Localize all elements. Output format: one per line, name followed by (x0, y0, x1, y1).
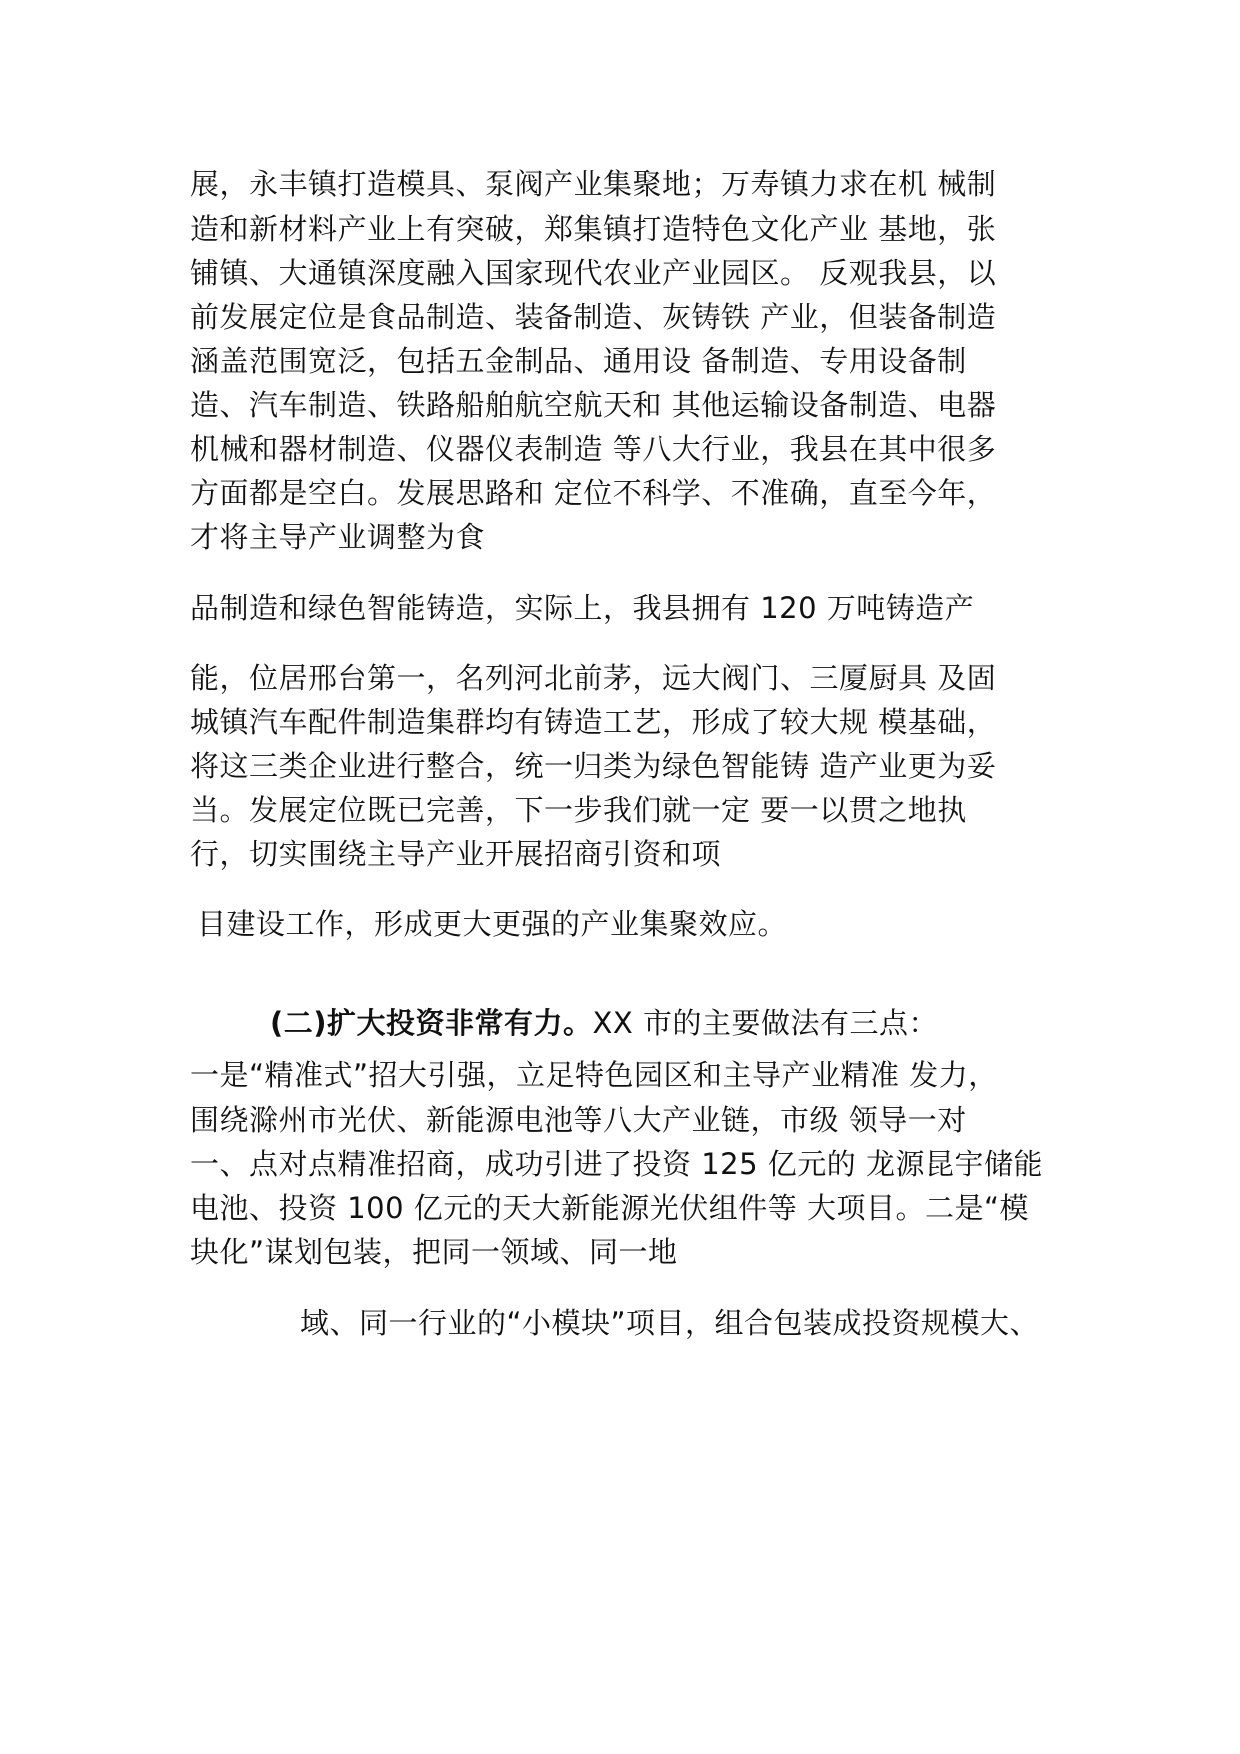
text-line: 行，切实围绕主导产业开展招商引资和项 (190, 837, 722, 871)
text-line: 块化”谋划包装，把同一领域、同一地 (190, 1235, 678, 1269)
text-line: 将这三类企业进行整合，统一归类为绿色智能铸 造产业更为妥 (190, 749, 997, 783)
text-line: 机械和器材制造、仪器仪表制造 等八大行业，我县在其中很多 (190, 432, 997, 466)
text-line: 电池、投资 100 亿元的天大新能源光伏组件等 大项目。二是“模 (190, 1191, 1030, 1225)
text-line: 才将主导产业调整为食 (190, 520, 486, 554)
text-line: 一、点对点精准招商，成功引进了投资 125 亿元的 龙源昆宇储能 (190, 1147, 1044, 1181)
text-line: 围绕滁州市光伏、新能源电池等八大产业链，市级 领导一对 (190, 1103, 967, 1137)
text-line: 目建设工作，形成更大更强的产业集聚效应。 (197, 907, 788, 941)
text-line: 前发展定位是食品制造、装备制造、灰铸铁 产业，但装备制造 (190, 300, 997, 334)
section-heading-rest: XX 市的主要做法有三点： (592, 1006, 938, 1040)
text-line: 方面都是空白。发展思路和 定位不科学、不准确，直至今年， (190, 476, 997, 510)
section-heading-bold: (二)扩大投资非常有力。 (270, 1006, 593, 1040)
text-line: 铺镇、大通镇深度融入国家现代农业产业园区。 反观我县，以 (190, 256, 997, 290)
section-heading (270, 1003, 938, 1043)
text-line: 涵盖范围宽泛，包括五金制品、通用设 备制造、专用设备制 (190, 344, 967, 378)
text-line: 当。发展定位既已完善，下一步我们就一定 要一以贯之地执 (190, 793, 967, 827)
text-line: 展，永丰镇打造模具、泵阀产业集聚地；万寿镇力求在机 械制 (190, 167, 997, 201)
text-line: 造和新材料产业上有突破，郑集镇打造特色文化产业 基地，张 (190, 212, 997, 246)
text-line: 域、同一行业的“小模块”项目，组合包装成投资规模大、 (300, 1306, 1040, 1340)
text-line: 城镇汽车配件制造集群均有铸造工艺，形成了较大规 模基础， (190, 705, 997, 739)
text-line: 造、汽车制造、铁路船舶航空航天和 其他运输设备制造、电器 (190, 388, 997, 422)
text-line: 一是“精准式”招大引强，立足特色园区和主导产业精准 发力， (190, 1058, 998, 1092)
text-line: 品制造和绿色智能铸造，实际上，我县拥有 120 万吨铸造产 (190, 591, 975, 625)
text-line: 能，位居邢台第一，名列河北前茅，远大阀门、三厦厨具 及固 (190, 661, 997, 695)
